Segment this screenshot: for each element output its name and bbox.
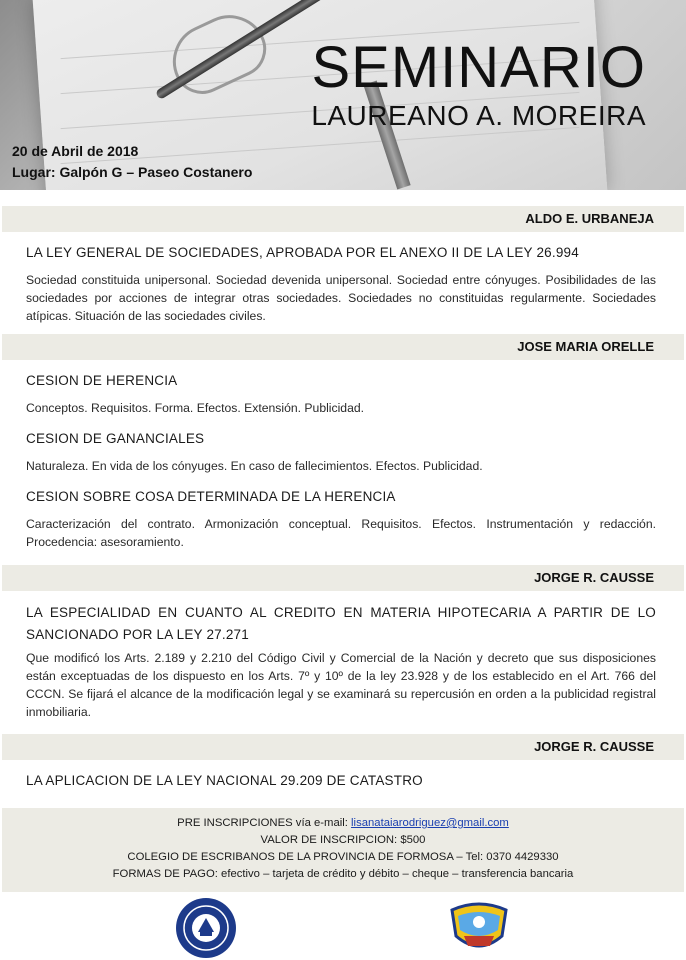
topic-title: CESION DE HERENCIA [26, 373, 178, 388]
speaker-bar: JOSE MARIA ORELLE [2, 334, 684, 360]
header-banner [0, 0, 686, 190]
college-line: COLEGIO DE ESCRIBANOS DE LA PROVINCIA DE FORMOSA – Tel: 0370 4429330 [127, 851, 559, 863]
email-link[interactable]: lisanataiarodriguez@gmail.com [351, 817, 509, 829]
notary-seal-logo [174, 896, 238, 960]
speaker-bar: ALDO E. URBANEJA [2, 206, 684, 232]
topic-description: Sociedad constituida unipersonal. Sociedad devenida unipersonal. Sociedad entre cónyuges. Posibilidades de las sociedades por acciones de integrar otras sociedades. Sociedades no constituidas regularmente. Sociedades atípicas. Situación de las sociedades civiles. [26, 273, 656, 323]
speaker-bar: JORGE R. CAUSSE [2, 565, 684, 591]
page-title: SEMINARIO [311, 35, 646, 100]
topic-description: Naturaleza. En vida de los cónyuges. En caso de fallecimientos. Efectos. Publicidad. [26, 459, 483, 473]
topic-title: LA APLICACION DE LA LEY NACIONAL 29.209 DE CATASTRO [26, 773, 423, 788]
payment-line: FORMAS DE PAGO: efectivo – tarjeta de crédito y débito – cheque – transferencia bancaria [112, 868, 574, 880]
topic-description: Caracterización del contrato. Armonización conceptual. Requisitos. Efectos. Instrumentación y redacción. Procedencia: asesoramiento. [26, 517, 656, 549]
topic-title: CESION DE GANANCIALES [26, 431, 205, 446]
preinscription-label: PRE INSCRIPCIONES vía e-mail: [177, 817, 352, 829]
registration-info [2, 808, 684, 892]
event-date: 20 de Abril de 2018 [12, 143, 139, 159]
formosa-shield-logo [446, 896, 512, 960]
topic-description: Conceptos. Requisitos. Forma. Efectos. Extensión. Publicidad. [26, 401, 365, 415]
topic-title: CESION SOBRE COSA DETERMINADA DE LA HERENCIA [26, 489, 396, 504]
topic-title: LA LEY GENERAL DE SOCIEDADES, APROBADA POR EL ANEXO II DE LA LEY 26.994 [26, 245, 579, 260]
event-place: Lugar: Galpón G – Paseo Costanero [12, 164, 253, 180]
page-subtitle: LAUREANO A. MOREIRA [311, 100, 646, 131]
preinscription-line [2, 815, 684, 832]
topic-description: Que modificó los Arts. 2.189 y 2.210 del Código Civil y Comercial de la Nación y decreto que sus disposiciones están exceptuadas de los dispuesto en los Arts. 7º y 10º de la ley 23.928 y de los establecido en el Art. 766 del CCCN. Se fijará el alcance de la modificación legal y se examinará su repercusión en orden a la publicidad registral inmobiliaria. [26, 651, 656, 719]
topic-title: LA ESPECIALIDAD EN CUANTO AL CREDITO EN MATERIA HIPOTECARIA A PARTIR DE LO SANCIONADO POR LA LEY 27.271 [26, 605, 656, 642]
speaker-bar: JORGE R. CAUSSE [2, 734, 684, 760]
fee-line: VALOR DE INSCRIPCION: $500 [260, 834, 426, 846]
